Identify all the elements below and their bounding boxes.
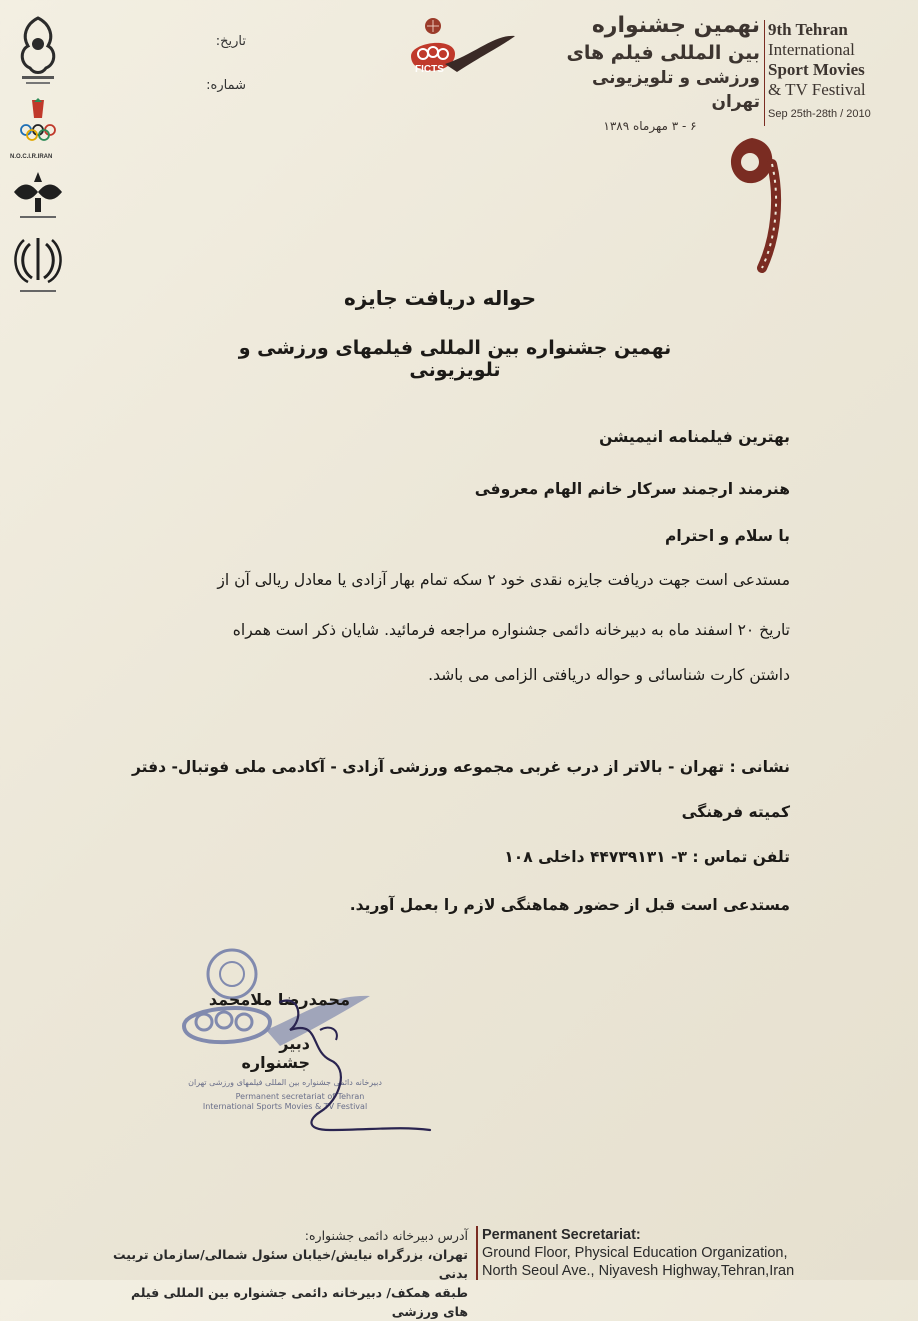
footer-divider (476, 1226, 478, 1280)
document-subtitle: نهمین جشنواره بین المللی فیلمهای ورزشی و تلویزیونی (238, 337, 672, 381)
address-line2: کمیته فرهنگی (681, 803, 790, 821)
signatory-name: محمدرضا ملامحمد (208, 990, 350, 1009)
festival-en-line1: 9th Tehran (768, 20, 848, 39)
ficts-logo (405, 14, 525, 94)
festival-fa-dates: ۶ - ۳ مهرماه ۱۳۸۹ (603, 119, 697, 133)
date-field-label: تاریخ: (215, 34, 246, 49)
body-paragraph-line2: تاریخ ۲۰ اسفند ماه به دبیرخانه دائمی جشنواره مراجعه فرمائید. شایان ذکر است همراه (232, 621, 790, 639)
header-divider (764, 20, 765, 126)
closing-line: مستدعی است قبل از حضور هماهنگی لازم را بعمل آورید. (349, 896, 790, 914)
recipient-line: هنرمند ارجمند سرکار خانم الهام معروفی (474, 480, 790, 498)
iran-emblem-logo (8, 234, 68, 304)
document-title: حواله دریافت جایزه (343, 286, 537, 310)
footer-en-line2: North Seoul Ave., Niyavesh Highway,Tehran,Iran (482, 1263, 795, 1279)
festival-fa-line3: ورزشی و تلویزیونی تهران (591, 68, 760, 112)
ministry-emblem-logo (8, 14, 68, 94)
footer-fa-address (110, 1226, 468, 1321)
footer-fa-line2: تهران، بزرگراه نیایش/خیابان سئول شمالی/سازمان تربیت بدنی (113, 1247, 468, 1281)
left-logo-column (8, 14, 70, 304)
festival-en-dates: Sep 25th-28th / 2010 (768, 108, 871, 120)
footer-fa-line3: طبقه همکف/ دبیرخانه دائمی جشنواره بین المللی فیلم های ورزشی (130, 1285, 468, 1319)
festival-fa-line2: بین المللی فیلم های (566, 42, 760, 64)
ficts-label: FICTS (415, 64, 444, 75)
festival-en-line3: Sport Movies (768, 60, 865, 79)
number-field-label: شماره: (206, 78, 246, 93)
footer-en-heading: Permanent Secretariat: (482, 1227, 641, 1243)
footer-fa-line1: آدرس دبیرخانه دائمی جشنواره: (304, 1228, 468, 1243)
festival-nine-emblem (722, 118, 802, 278)
irib-logo (8, 168, 68, 228)
stamp-en-line1: Permanent secretariat of Tehran (235, 1092, 365, 1101)
festival-en-line4: & TV Festival (768, 80, 866, 99)
award-category: بهترین فیلمنامه انیمیشن (599, 428, 790, 446)
stamp-en-line2: International Sports Movies & TV Festival (202, 1102, 368, 1111)
stamp-fa-text: دبیرخانه دائمی جشنواره بین المللی فیلمهای ورزشی تهران (188, 1078, 382, 1087)
footer-en-line1: Ground Floor, Physical Education Organization, (482, 1245, 788, 1261)
footer-en-address (482, 1226, 912, 1280)
body-paragraph-line3: داشتن کارت شناسائی و حواله دریافتی الزامی می باشد. (428, 666, 790, 684)
address-line1: نشانی : تهران - بالاتر از درب غربی مجموعه ورزشی آزادی - آکادمی ملی فوتبال- دفتر (132, 758, 790, 776)
greeting-line: با سلام و احترام (665, 527, 790, 545)
noc-olympic-logo (8, 96, 68, 158)
body-paragraph-line1: مستدعی است جهت دریافت جایزه نقدی خود ۲ سکه تمام بهار آزادی یا معادل ریالی آن از (217, 571, 790, 589)
festival-en-line2: International (768, 40, 855, 59)
handwritten-signature (260, 990, 440, 1150)
phone-line: تلفن تماس : ۳- ۴۴۷۳۹۱۳۱ داخلی ۱۰۸ (504, 848, 790, 866)
signatory-position: دبیر جشنواره (241, 1034, 310, 1072)
festival-fa-line1: نهمین جشنواره (591, 13, 760, 38)
festival-en-title (768, 20, 908, 122)
noc-label: N.O.C.I.R.IRAN (10, 154, 53, 160)
